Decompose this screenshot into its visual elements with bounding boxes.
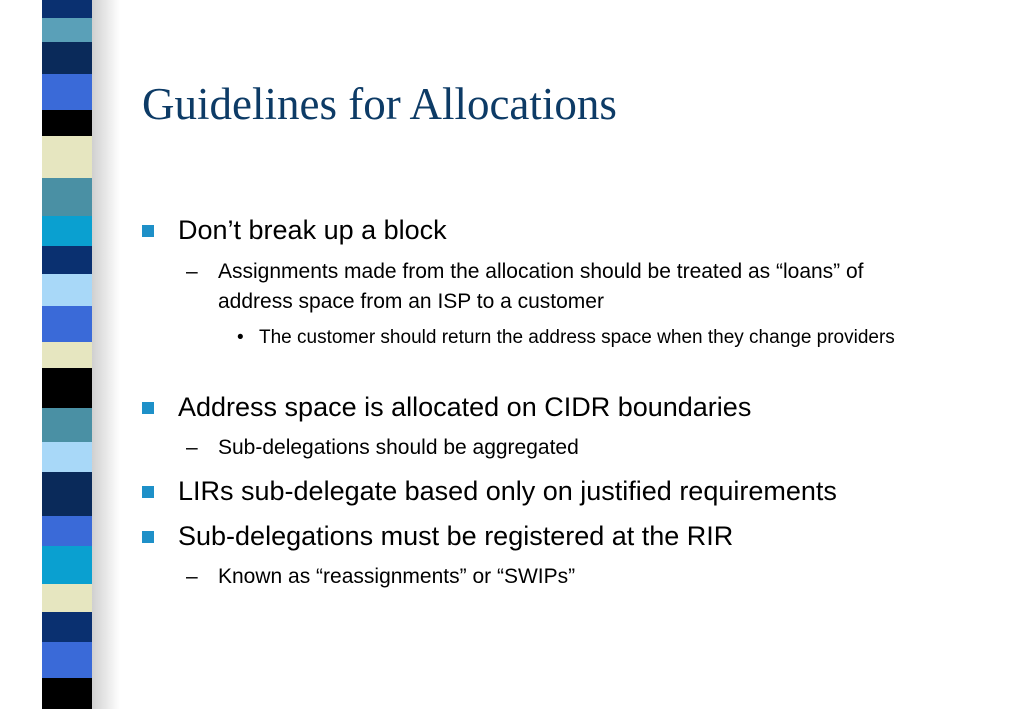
- sub-sub-bullet-item: [237, 324, 957, 352]
- sub-bullet-item: [186, 562, 926, 592]
- square-bullet-icon: [142, 486, 154, 498]
- slide-title: Guidelines for Allocations: [142, 79, 617, 129]
- sub-bullet-text: Known as “reassignments” or “SWIPs”: [218, 565, 576, 588]
- sub-bullet-text: Sub-delegations should be aggregated: [218, 436, 579, 459]
- bullet-item: [142, 520, 962, 552]
- dash-bullet-icon: –: [186, 565, 198, 588]
- bullet-text: Sub-delegations must be registered at the RIR: [178, 521, 734, 551]
- bullet-item: [142, 475, 982, 507]
- dash-bullet-icon: –: [186, 436, 198, 459]
- sub-sub-bullet-text: The customer should return the address space when they change providers: [259, 327, 895, 348]
- dash-bullet-icon: –: [186, 260, 198, 283]
- bullet-text: Address space is allocated on CIDR boundaries: [178, 392, 752, 422]
- sub-bullet-text: Assignments made from the allocation should be treated as “loans” of address space from an ISP to a customer: [218, 260, 864, 314]
- square-bullet-icon: [142, 225, 154, 237]
- bullet-text: LIRs sub-delegate based only on justified requirements: [178, 476, 837, 506]
- bullet-item: [142, 391, 962, 423]
- square-bullet-icon: [142, 402, 154, 414]
- bullet-item: [142, 214, 962, 246]
- dot-bullet-icon: •: [237, 327, 244, 348]
- sub-bullet-item: [186, 257, 926, 318]
- sub-bullet-item: [186, 433, 926, 463]
- bullet-text: Don’t break up a block: [178, 215, 447, 245]
- square-bullet-icon: [142, 531, 154, 543]
